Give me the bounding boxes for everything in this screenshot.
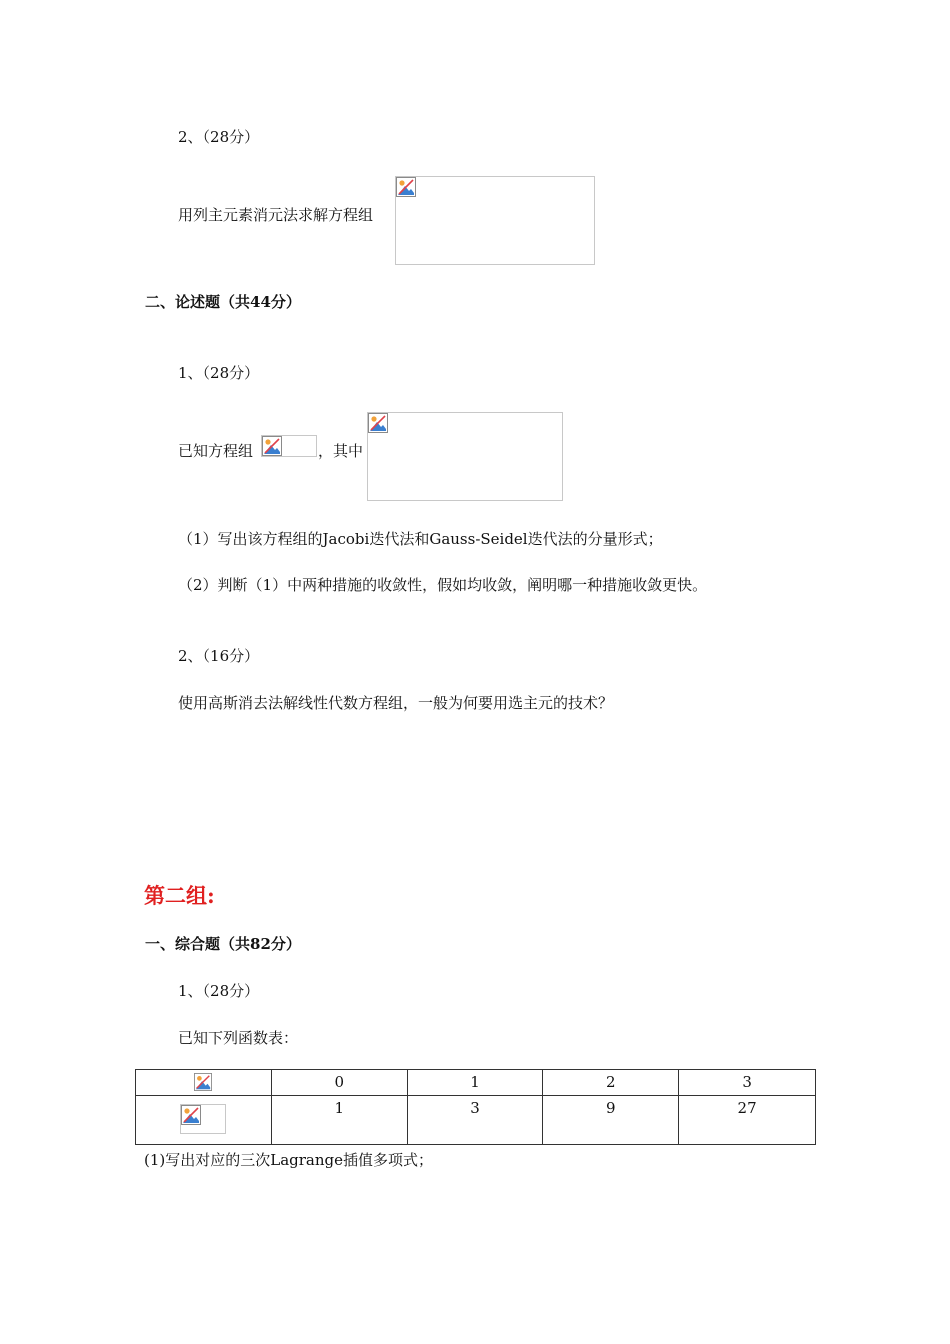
table-cell-fx-label	[136, 1096, 272, 1145]
s2-question-2-heading: 2、（16分）	[178, 647, 260, 665]
group-2-question-1-heading: 1、（28分）	[178, 982, 260, 1000]
group-2-question-1-text: 已知下列函数表：	[178, 1029, 299, 1047]
table-cell: 0	[271, 1070, 407, 1096]
s2-question-1-text-mid: ，其中	[318, 442, 364, 460]
table-cell: 1	[271, 1096, 407, 1145]
table-cell: 27	[679, 1096, 816, 1145]
function-table	[135, 1069, 816, 1145]
s2-question-1-text-pre: 已知方程组	[178, 442, 254, 460]
table-row	[136, 1070, 816, 1096]
s2-question-1-heading: 1、（28分）	[178, 364, 260, 382]
table-cell: 9	[543, 1096, 679, 1145]
broken-image-icon	[396, 177, 416, 197]
equation-image	[261, 435, 317, 457]
group-2-section-heading: 一、综合题（共82分）	[145, 935, 301, 953]
table-cell: 3	[407, 1096, 543, 1145]
s2-question-2-text: 使用高斯消去法解线性代数方程组，一般为何要用选主元的技术？	[178, 694, 614, 712]
table-cell-x-label	[136, 1070, 272, 1096]
broken-image-icon	[368, 413, 388, 433]
equation-image	[395, 176, 595, 265]
group-2-question-1-item-1: (1)写出对应的三次Lagrange插值多项式；	[144, 1151, 434, 1169]
table-cell: 1	[407, 1070, 543, 1096]
table-cell: 2	[543, 1070, 679, 1096]
question-2-text: 用列主元素消元法求解方程组	[178, 206, 374, 224]
group-2-title: 第二组:	[144, 883, 215, 908]
table-row	[136, 1096, 816, 1145]
s2-question-1-item-2: （2）判断（1）中两种措施的收敛性，假如均收敛，阐明哪一种措施收敛更快。	[178, 576, 708, 594]
broken-image-icon	[262, 436, 282, 456]
broken-image-icon	[181, 1105, 201, 1125]
question-2-heading: 2、（28分）	[178, 128, 260, 146]
x-label-image	[194, 1073, 212, 1091]
broken-image-icon	[194, 1073, 212, 1091]
table-cell: 3	[679, 1070, 816, 1096]
fx-label-image	[180, 1104, 226, 1134]
matrix-image	[367, 412, 563, 501]
section-2-heading: 二、论述题（共44分）	[145, 293, 301, 311]
s2-question-1-item-1: （1）写出该方程组的Jacobi迭代法和Gauss-Seidel迭代法的分量形式；	[178, 530, 663, 548]
